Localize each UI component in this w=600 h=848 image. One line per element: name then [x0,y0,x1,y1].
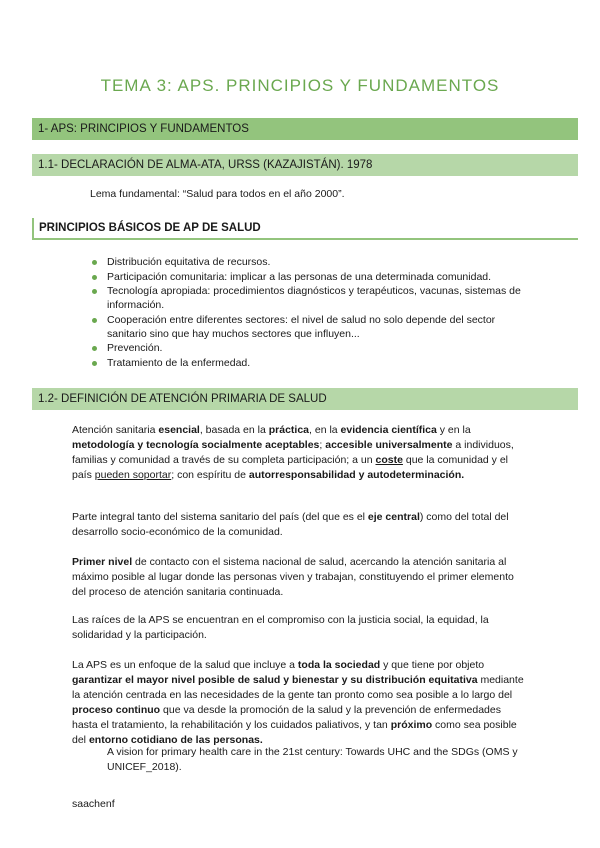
list-item-text: Tecnología apropiada: procedimientos diagnósticos y terapéuticos, vacunas, sistemas de información. [107,285,521,311]
list-item [90,313,530,341]
bullet-icon [92,289,97,294]
text-run: que va desde la promoción de la salud y la prevención de enfermedades hasta el tratamiento, la rehabilitación y los cuidados paliativos, y tan [72,704,501,731]
bullet-icon [92,318,97,323]
text-run: y que tiene por objeto [380,659,485,671]
bullet-icon [92,361,97,366]
principios-heading: PRINCIPIOS BÁSICOS DE AP DE SALUD [32,218,578,240]
text-run: , en la [309,424,341,436]
text-run: y en la [436,424,471,436]
list-item [90,341,530,355]
bold-run: proceso continuo [72,704,161,716]
section-1-1-header: 1.1- DECLARACIÓN DE ALMA-ATA, URSS (KAZAJISTÁN). 1978 [32,154,578,176]
list-item [90,284,530,312]
text-run: ; [319,439,326,451]
bold-run: toda la sociedad [297,659,381,671]
text-run: ; con espíritu de [171,469,249,481]
text-run: como sea posible del [72,719,517,746]
definicion-paragraph-4: Las raíces de la APS se encuentran en el compromiso con la justicia social, la equidad, la solidaridad y la participación. [72,614,489,641]
list-item [90,356,530,370]
cita-referencia: A vision for primary health care in the 21st century: Towards UHC and the SDGs (OMS y UNICEF_2018). [107,746,518,773]
bold-run: garantizar el mayor nivel posible de salud y bienestar y su distribución equitativa [72,674,478,686]
bold-run: accesible universalmente [325,439,453,451]
bold-run: práctica [268,424,310,436]
footer-author: saachenf [72,798,115,810]
list-item-text: Distribución equitativa de recursos. [107,256,271,268]
text-run: de contacto con el sistema nacional de salud, acercando la atención sanitaria al máximo posible al lugar donde las personas viven y trabajan, constituyendo el primer elemento del proceso de atención sanitaria continuada. [72,556,514,598]
bold-run: próximo [390,719,433,731]
text-run: a individuos, familias y comunidad a través de su completa participación; a un [72,439,514,466]
text-run: , basada en la [199,424,269,436]
definicion-paragraph-3 [72,555,522,600]
text-run: mediante la atención centrada en las necesidades de la gente tan pronto como sea posible a lo largo del [72,674,524,701]
text-run: Atención sanitaria [72,424,159,436]
section-1-2-header: 1.2- DEFINICIÓN DE ATENCIÓN PRIMARIA DE SALUD [32,388,578,410]
list-item-text: Participación comunitaria: implicar a las personas de una determinada comunidad. [107,270,492,283]
bold-run: esencial [158,424,200,436]
list-item-text: Cooperación entre diferentes sectores: el nivel de salud no solo depende del sector sanitario sino que hay muchos sectores que influyen... [107,313,496,340]
text-run: Parte integral tanto del sistema sanitario del país (del que es el [72,511,368,523]
bold-run: eje central [367,511,420,523]
principios-list [90,255,530,370]
list-item [90,255,530,269]
underline-run: pueden soportar [94,469,172,481]
lema-text: Lema fundamental: “Salud para todos en el año 2000”. [90,188,345,200]
section-1-header: 1- APS: PRINCIPIOS Y FUNDAMENTOS [32,118,578,140]
text-run: ) como del total del desarrollo socio-económico de la comunidad. [72,511,509,538]
list-item-text: Prevención. [107,342,163,354]
list-item [90,270,530,284]
definicion-paragraph-1 [72,423,522,483]
text-run: que la comunidad y el país [72,454,509,481]
list-item-text: Tratamiento de la enfermedad. [107,356,251,369]
bold-run: metodología y tecnología socialmente aceptables [72,439,320,451]
bullet-icon [92,260,97,265]
definicion-paragraph-2 [72,510,522,540]
bold-run: evidencia científica [340,424,437,436]
bold-run: Primer nivel [72,556,133,568]
text-run: La APS es un enfoque de la salud que incluye a [72,659,298,671]
bold-run: entorno cotidiano de las personas. [88,734,263,746]
definicion-paragraph-5 [72,658,524,748]
bold-underline-run: coste [375,454,403,466]
document-title: TEMA 3: APS. PRINCIPIOS Y FUNDAMENTOS [100,76,500,95]
bullet-icon [92,275,97,280]
bullet-icon [92,346,97,351]
bold-run: autorresponsabilidad y autodeterminación. [248,469,465,481]
